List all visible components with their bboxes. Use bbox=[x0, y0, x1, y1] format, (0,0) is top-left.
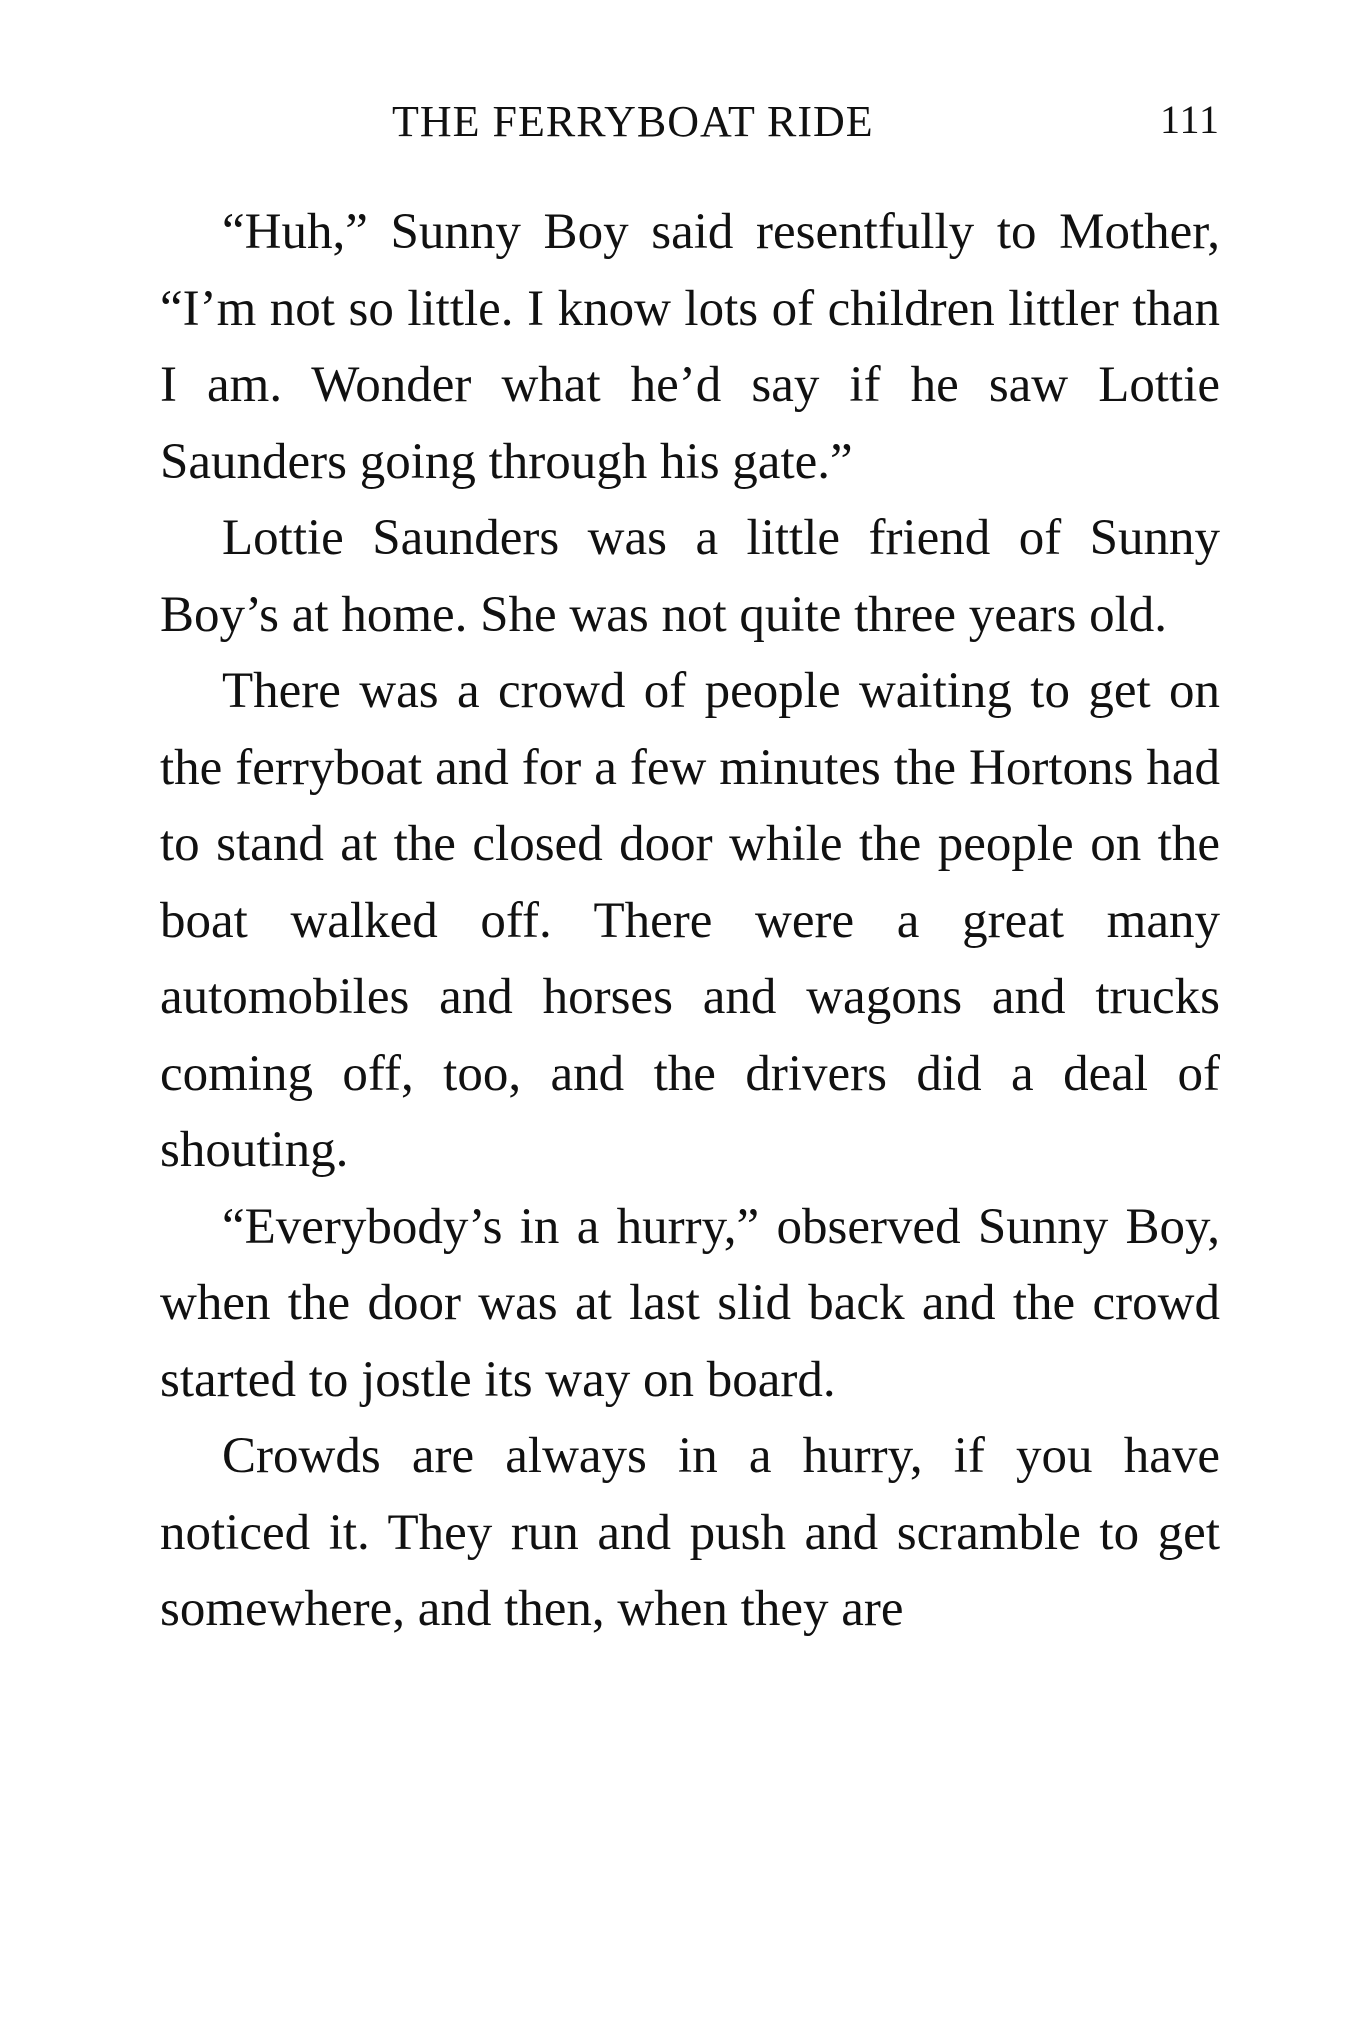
paragraph: Crowds are always in a hurry, if you have noticed it. They run and push and scramble to get somewhere, and then, when they are bbox=[160, 1428, 1220, 1637]
chapter-title: THE FERRYBOAT RIDE bbox=[392, 97, 874, 146]
book-page bbox=[160, 96, 1220, 1648]
paragraph: Lottie Saunders was a little friend of Sunny Boy’s at home. She was not quite three years old. bbox=[160, 510, 1220, 643]
paragraph: There was a crowd of people waiting to get on the ferryboat and for a few minutes the Hortons had to stand at the closed door while the people on the boat walked off. There were a great many automobiles and horses and wagons and trucks coming off, too, and the drivers did a deal of shouting. bbox=[160, 663, 1220, 1178]
paragraph: “Everybody’s in a hurry,” observed Sunny Boy, when the door was at last slid back and the crowd started to jostle its way on board. bbox=[160, 1198, 1220, 1408]
body-text bbox=[160, 194, 1220, 1648]
running-header bbox=[160, 96, 1220, 166]
page-number: 111 bbox=[1159, 97, 1220, 142]
paragraph: “Huh,” Sunny Boy said resentfully to Mother, “I’m not so little. I know lots of children littler than I am. Wonder what he’d say if he saw Lottie Saunders going through his gate.” bbox=[160, 204, 1220, 490]
